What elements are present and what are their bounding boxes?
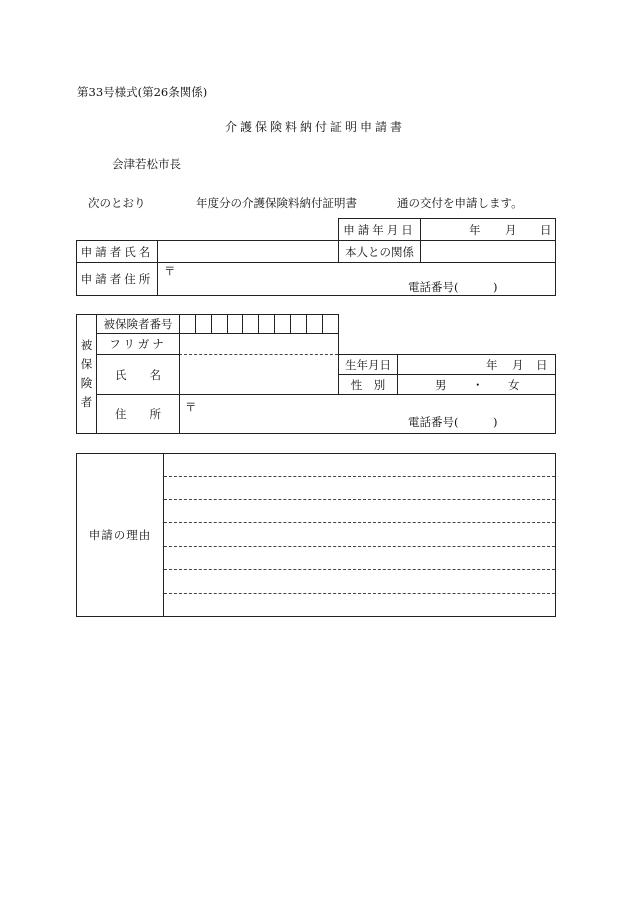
insured-number-field[interactable] <box>180 315 338 333</box>
date-month: 月 <box>505 222 517 237</box>
reason-label: 申請の理由 <box>88 528 152 542</box>
insured-name-field[interactable] <box>180 355 338 394</box>
insured-name-label: 氏 名 <box>115 367 161 382</box>
relation-field[interactable] <box>421 241 555 262</box>
birth-field[interactable] <box>398 355 555 374</box>
date-year: 年 <box>469 222 481 237</box>
intro-text-2: 年度分の介護保険料納付証明書 <box>196 196 357 210</box>
application-date-field[interactable] <box>421 219 555 240</box>
sex-label: 性 別 <box>350 377 386 392</box>
form-number: 第33号様式(第26条関係) <box>77 85 208 99</box>
date-day: 日 <box>540 222 552 237</box>
postal-mark: 〒 <box>185 400 197 414</box>
phone-label: 電話番号( ) <box>408 280 498 294</box>
relation-label: 本人との関係 <box>345 244 414 259</box>
applicant-name-field[interactable] <box>158 241 338 262</box>
phone-label: 電話番号( ) <box>408 415 498 429</box>
side-char: 保 <box>80 357 93 371</box>
applicant-address-label: 申請者住所 <box>80 272 154 286</box>
side-char: 者 <box>80 395 93 409</box>
insured-address-field[interactable] <box>180 395 555 433</box>
side-char: 被 <box>80 338 93 352</box>
addressee: 会津若松市長 <box>112 157 181 171</box>
furigana-label: フリガナ <box>109 337 167 351</box>
postal-mark: 〒 <box>164 264 176 278</box>
birth-year: 年 <box>486 357 498 372</box>
reason-field[interactable] <box>164 454 555 616</box>
sex-separator: ・ <box>472 377 484 392</box>
page-title: 介護保険料納付証明申請書 <box>225 120 406 134</box>
sex-field[interactable] <box>398 375 555 394</box>
insured-number-label: 被保険者番号 <box>103 317 173 331</box>
birth-month: 月 <box>512 357 524 372</box>
insured-side-label <box>77 315 96 433</box>
side-char: 険 <box>80 376 93 390</box>
birth-day: 日 <box>536 357 548 372</box>
applicant-name-label: 申請者氏名 <box>80 244 154 259</box>
sex-male[interactable]: 男 <box>435 377 447 392</box>
intro-text-1: 次のとおり <box>88 196 146 210</box>
sex-female[interactable]: 女 <box>508 377 520 392</box>
insured-address-label: 住 所 <box>115 407 161 421</box>
intro-text-3: 通の交付を申請します。 <box>397 196 523 210</box>
applicant-address-field[interactable] <box>158 263 555 295</box>
birth-label: 生年月日 <box>345 357 391 372</box>
application-date-label: 申請年月日 <box>343 222 416 237</box>
furigana-field[interactable] <box>180 334 338 354</box>
